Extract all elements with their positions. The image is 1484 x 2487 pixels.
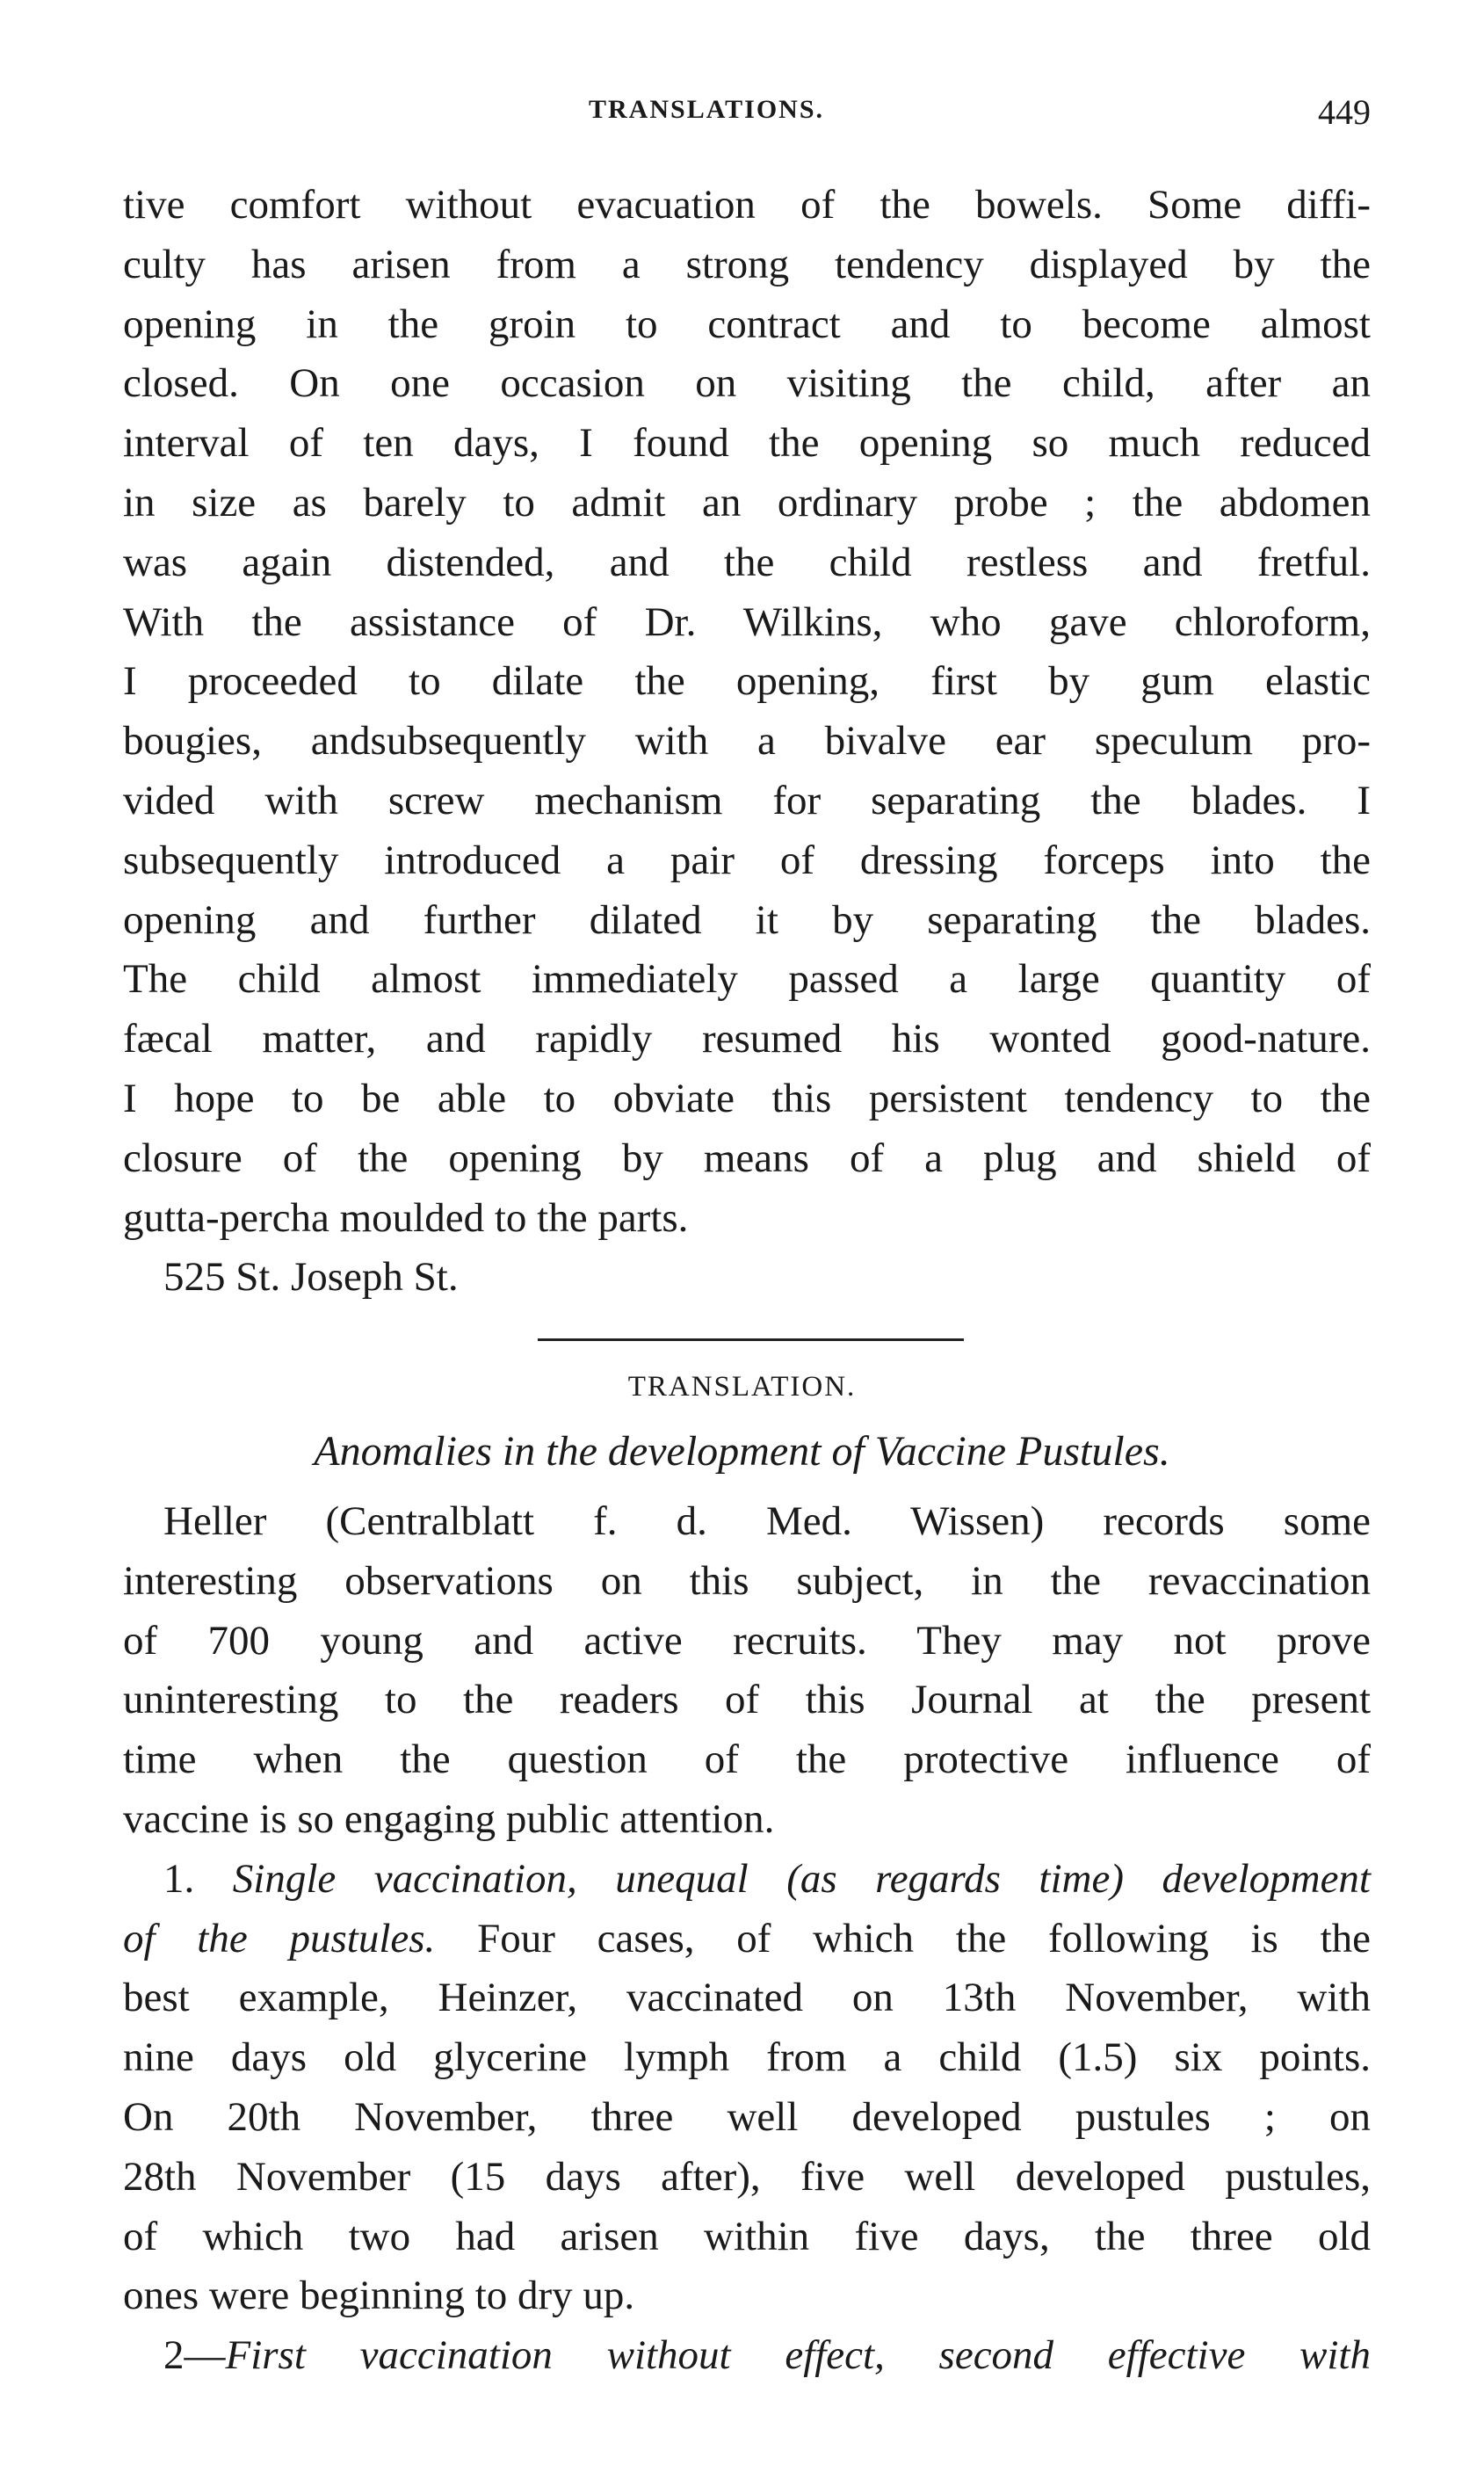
text-line: tive comfort without evacuation of the bowels. Some diffi- (123, 182, 1371, 228)
text-line: closed. On one occasion on visiting the child, after an (123, 360, 1371, 407)
text-line: culty has arisen from a strong tendency displayed by the (123, 241, 1371, 287)
text-line: interval of ten days, I found the opening so much reduced (123, 420, 1371, 467)
text-line: vided with screw mechanism for separating the blades. I (123, 777, 1371, 823)
article-title: Anomalies in the development of Vaccine Pustules. (314, 1428, 1170, 1475)
text-line: opening in the groin to contract and to become almost (123, 301, 1371, 347)
text-line: best example, Heinzer, vaccinated on 13th November, with (123, 1975, 1371, 2021)
section-heading: TRANSLATION. (627, 1371, 857, 1403)
continued-article-text (123, 176, 1371, 1308)
text-line: The child almost immediately passed a large quantity of (123, 956, 1371, 1003)
item-2-italic-heading: First vaccination without effect, second effective with (225, 2332, 1371, 2379)
item-1-heading-line-2 (123, 1910, 1371, 1969)
article-body (123, 1492, 1371, 2386)
section-divider (538, 1338, 964, 1341)
text-line: uninteresting to the readers of this Journal at the present (123, 1677, 1371, 1723)
text-line: interesting observations on this subject, in the revaccination (123, 1557, 1371, 1604)
text-line: was again distended, and the child restless and fretful. (123, 539, 1371, 585)
text-line: opening and further dilated it by separating the blades. (123, 896, 1371, 943)
running-head (123, 92, 1371, 148)
running-head-title: TRANSLATIONS. (589, 95, 825, 124)
item-1-heading-line (123, 1850, 1371, 1910)
item-2-number: 2— (163, 2332, 226, 2379)
text-line: bougies, andsubsequently with a bivalve ear speculum pro- (123, 718, 1371, 765)
item-1-italic-heading-end: of the pustules. (123, 1915, 436, 1961)
text-line: 28th November (15 days after), five well developed pustules, (123, 2153, 1371, 2200)
item-1-italic-heading: Single vaccination, unequal (as regards time) development (232, 1855, 1371, 1902)
item-2-heading-line (123, 2326, 1371, 2386)
text-line: ones were beginning to dry up. (123, 2273, 635, 2319)
text-line: closure of the opening by means of a plug and shield of (123, 1135, 1371, 1181)
text-line: vaccine is so engaging public attention. (123, 1795, 775, 1842)
text-line: On 20th November, three well developed pustules ; on (123, 2093, 1371, 2140)
text-line: of 700 young and active recruits. They may not prove (123, 1617, 1371, 1664)
text-line: nine days old glycerine lymph from a child (1.5) six points. (123, 2034, 1371, 2081)
text-line: in size as barely to admit an ordinary probe ; the abdomen (123, 479, 1371, 526)
text-line: gutta-percha moulded to the parts. (123, 1194, 689, 1241)
page-number: 449 (1318, 92, 1371, 132)
text-line: I hope to be able to obviate this persistent tendency to the (123, 1075, 1371, 1121)
text-line: Heller (Centralblatt f. d. Med. Wissen) records some (163, 1498, 1371, 1544)
text-line: of which two had arisen within five days, the three old (123, 2213, 1371, 2259)
text-line: fæcal matter, and rapidly resumed his wonted good-nature. (123, 1016, 1371, 1062)
text-line: time when the question of the protective influence of (123, 1737, 1371, 1783)
text-line: subsequently introduced a pair of dressing forceps into the (123, 837, 1371, 883)
address-line: 525 St. Joseph St. (163, 1254, 459, 1301)
item-1-text: Four cases, of which the following is the (477, 1915, 1372, 1961)
text-line: With the assistance of Dr. Wilkins, who gave chloroform, (123, 598, 1371, 645)
item-1-number: 1. (163, 1855, 195, 1902)
text-line: I proceeded to dilate the opening, first by gum elastic (123, 658, 1371, 705)
